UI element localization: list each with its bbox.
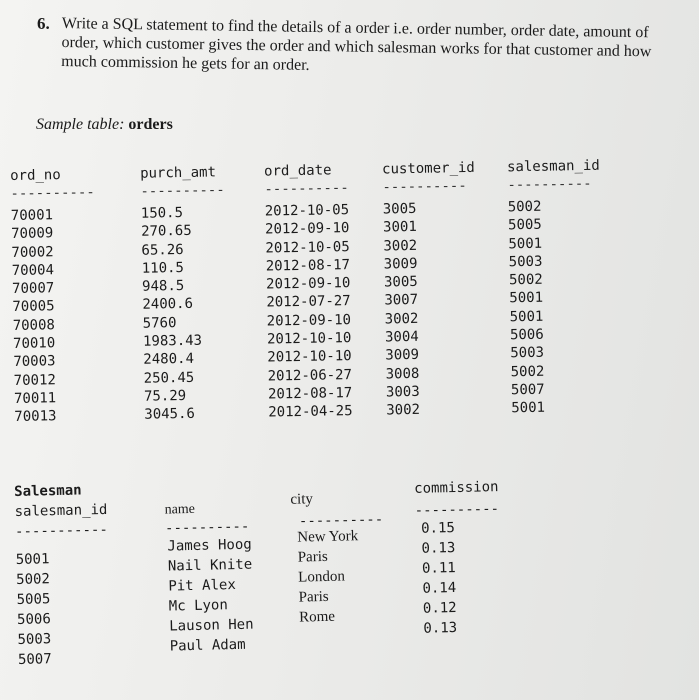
dash-name: ---------- [164,518,250,537]
header-city: city [290,491,314,508]
cell-ord-no: 70003 [13,353,56,371]
cell-ord-no: 70010 [12,335,56,353]
dash-purch-amt: ---------- [140,182,225,200]
cell-customer-id: 3004 [384,328,419,346]
cell-customer-id: 3002 [384,310,419,328]
salesman-table [14,469,699,694]
column-cities [297,528,360,629]
header-purch-amt: purch_amt [139,164,217,182]
cell-ord-date: 2012-10-10 [267,348,352,366]
cell-salesman-id: 5002 [507,198,542,216]
dash-customer-id: ---------- [382,178,467,196]
cell-purch-amt: 65.26 [141,241,184,259]
cell-ord-date: 2012-10-10 [266,330,352,348]
cell-salesman-id: 5005 [16,591,51,608]
cell-salesman-id: 5006 [16,611,51,628]
cell-ord-no: 70008 [12,317,56,334]
orders-table [10,156,695,448]
cell-customer-id: 3002 [383,237,418,255]
cell-city: London [298,568,346,586]
cell-salesman-id: 5001 [509,308,544,326]
cell-commission: 0.14 [422,579,457,597]
cell-customer-id: 3009 [383,255,418,273]
sample-table-name: orders [128,116,173,133]
cell-city: Paris [297,548,328,566]
header-name: name [164,501,196,518]
question-text: Write a SQL statement to find the details of a order i.e. order number, order date, amount of order, which customer gives the order and which salesman works for that customer and how much commission he gets for an order. [61,14,652,74]
cell-commission: 0.13 [423,619,458,637]
cell-purch-amt: 948.5 [141,278,185,295]
cell-customer-id: 3005 [383,274,418,291]
cell-salesman-id: 5001 [511,399,546,417]
cell-salesman-id: 5002 [15,571,51,588]
column-names [167,537,254,659]
cell-salesman-id: 5003 [17,631,52,648]
cell-salesman-id: 5007 [17,651,52,668]
header-customer-id: customer_id [381,159,475,178]
cell-name: James Hoog [167,536,252,555]
cell-name: Nail Knite [167,556,253,575]
cell-salesman-id: 5007 [510,381,545,399]
dash-ord-no: ---------- [10,184,95,202]
dash-salesman-id: ---------- [507,175,592,194]
dash-ord-date: ---------- [264,180,349,198]
cell-customer-id: 3001 [382,219,417,236]
header-salesman-id: salesman_id [14,501,108,520]
cell-purch-amt: 5760 [142,314,177,332]
cell-purch-amt: 250.45 [143,369,195,387]
dash-city: ---------- [298,511,384,530]
cell-ord-date: 2012-06-27 [267,366,353,385]
cell-purch-amt: 2480.4 [143,351,195,369]
column-customer-id [382,160,479,421]
cell-name: Pit Alex [168,576,236,595]
cell-commission: 0.15 [420,520,456,537]
cell-salesman-id: 5001 [15,551,50,568]
cell-ord-no: 70007 [11,280,55,298]
cell-ord-date: 2012-10-05 [264,202,350,220]
cell-purch-amt: 1983.43 [142,332,203,350]
header-ord-no: ord_no [10,167,61,184]
cell-purch-amt: 3045.6 [144,406,196,423]
cell-city: Paris [298,588,329,606]
column-purch-amt [140,164,229,425]
cell-salesman-id: 5003 [508,253,543,271]
cell-customer-id: 3002 [386,402,421,419]
cell-customer-id: 3008 [385,365,420,383]
cell-ord-no: 70001 [10,207,54,224]
sample-label: Sample table: [36,116,125,133]
cell-ord-date: 2012-09-10 [266,311,352,330]
column-salesman-ids [16,551,52,672]
cell-customer-id: 3009 [385,347,420,364]
column-ord-no [10,167,99,428]
cell-salesman-id: 5001 [508,235,543,252]
cell-name: Lauson Hen [169,616,254,635]
cell-salesman-id: 5005 [507,217,542,234]
cell-name: Paul Adam [169,636,246,655]
salesman-title: Salesman [14,482,82,500]
cell-ord-date: 2012-10-05 [265,238,350,257]
cell-name: Mc Lyon [168,597,229,615]
cell-city: Rome [298,608,336,626]
sample-table-caption [36,116,173,134]
header-salesman-id: salesman_id [506,157,600,176]
cell-commission: 0.11 [421,560,456,577]
cell-salesman-id: 5003 [510,345,545,362]
cell-salesman-id: 5001 [509,290,544,307]
cell-commission: 0.12 [422,599,457,617]
cell-city: New York [297,528,359,546]
cell-purch-amt: 2400.6 [142,296,194,314]
cell-ord-no: 70004 [11,262,55,279]
cell-customer-id: 3005 [382,200,417,218]
cell-salesman-id: 5006 [509,326,544,344]
cell-customer-id: 3003 [385,383,420,401]
cell-ord-date: 2012-09-10 [264,220,350,238]
cell-ord-no: 70005 [12,298,55,316]
dash-commission: ---------- [414,501,500,519]
cell-purch-amt: 75.29 [143,387,187,405]
cell-customer-id: 3007 [384,292,419,309]
cell-ord-no: 70011 [13,390,57,407]
cell-ord-no: 70013 [14,408,57,426]
cell-ord-date: 2012-04-25 [268,403,353,421]
cell-ord-no: 70012 [13,371,57,389]
cell-purch-amt: 150.5 [140,204,184,222]
cell-commission: 0.13 [421,540,456,557]
header-ord-date: ord_date [263,162,332,180]
cell-salesman-id: 5002 [510,363,545,380]
cell-purch-amt: 270.65 [140,223,192,241]
column-ord-date [264,162,353,423]
cell-purch-amt: 110.5 [141,259,185,277]
column-salesman-id [507,158,604,419]
cell-salesman-id: 5002 [508,271,543,289]
header-commission: commission [414,479,499,497]
cell-ord-date: 2012-08-17 [267,385,353,403]
cell-ord-date: 2012-09-10 [265,275,351,293]
dash-salesman-id: ----------- [14,521,108,540]
cell-ord-date: 2012-07-27 [266,293,351,312]
cell-ord-date: 2012-08-17 [265,256,351,275]
question-number: 6. [37,14,50,33]
cell-ord-no: 70002 [11,243,54,261]
cell-ord-no: 70009 [11,225,54,243]
column-commissions [421,520,457,641]
